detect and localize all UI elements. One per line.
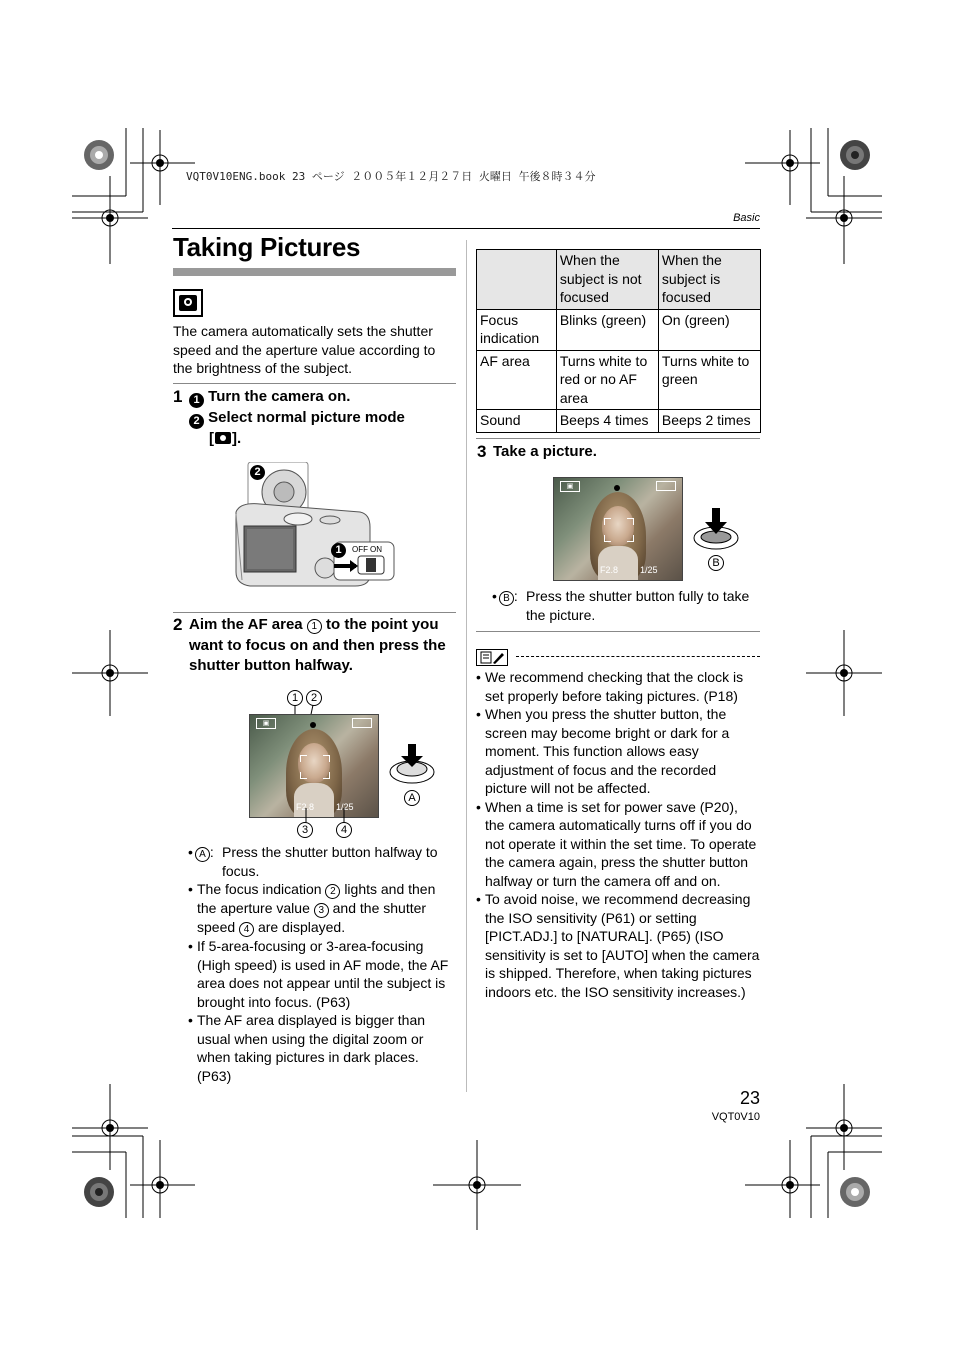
shutter-button-full-icon xyxy=(690,508,742,552)
focus-status-table xyxy=(476,249,761,433)
divider xyxy=(173,383,456,384)
callout-b: B xyxy=(708,554,724,571)
step-1a-text: Turn the camera on. xyxy=(208,388,351,405)
callout-4: 4 xyxy=(336,821,352,838)
table-row: AF area Turns white to red or no AF area Turns white to green xyxy=(477,350,761,410)
step-1a-mark: 1 xyxy=(189,393,204,408)
model-code: VQT0V10 xyxy=(711,1111,760,1123)
step-number: 2 xyxy=(173,615,183,634)
shutter-speed-value: 1/25 xyxy=(640,565,658,575)
shutter-button-half-icon xyxy=(386,742,438,786)
column-divider xyxy=(466,240,467,1092)
list-item: • B : Press the shutter button fully to take the picture. xyxy=(492,588,750,623)
list-item: • The AF area displayed is bigger than usual when using the digital zoom or when taking pictures in dark places. (P63) xyxy=(188,1011,456,1085)
step-2-key-list xyxy=(188,843,456,880)
focus-indication-dot xyxy=(310,722,316,728)
title-underline xyxy=(173,268,456,276)
list-item: • When you press the shutter button, the screen may become bright or dark for a moment. This function allows easy adjustment of focus and the recorded picture will not be affected. xyxy=(476,705,760,798)
mode-osd-icon: ▣ xyxy=(560,481,580,492)
shutter-speed-value: 1/25 xyxy=(336,802,354,812)
list-item: • If 5-area-focusing or 3-area-focusing (High speed) is used in AF mode, the AF area does not appear until the subject is brought into focus. (P63) xyxy=(188,937,456,1011)
step-number: 1 xyxy=(173,387,183,406)
figure-mark-1: 1 xyxy=(331,543,346,558)
step-1b-bracket-open: [ xyxy=(209,430,214,447)
switch-on-label: ON xyxy=(370,545,382,554)
callout-2: 2 xyxy=(306,689,322,706)
notes-list xyxy=(476,668,760,1001)
divider xyxy=(173,612,456,613)
af-area-frame xyxy=(300,755,330,779)
callout-3: 3 xyxy=(297,821,313,838)
battery-icon xyxy=(656,481,676,491)
divider xyxy=(476,438,760,439)
divider xyxy=(476,631,760,632)
lcd-preview-full-press xyxy=(553,477,683,581)
battery-icon xyxy=(352,718,372,728)
print-header: VQT0V10ENG.book 23 ページ ２００５年１２月２７日 火曜日 午後８時３４分 xyxy=(186,170,596,183)
step-1b-mark: 2 xyxy=(189,414,204,429)
step-2-text-b: to the point you want to focus on and then press the shutter button halfway. xyxy=(189,616,446,674)
step-2-mark: 1 xyxy=(307,619,322,634)
list-item: • We recommend checking that the clock is set properly before taking pictures. (P18) xyxy=(476,668,760,705)
table-row: Sound Beeps 4 times Beeps 2 times xyxy=(477,410,761,433)
camera-illustration xyxy=(230,462,400,602)
camera-mode-icon xyxy=(173,289,203,317)
intro-text: The camera automatically sets the shutter speed and the aperture value according to the brightness of the subject. xyxy=(173,323,436,376)
callout-a: A xyxy=(404,789,420,806)
list-item: • When a time is set for power save (P20), the camera automatically turns off if you do not operate it within the set time. To operate the camera again, press the shutter button halfway or turn the camera off and on. xyxy=(476,798,760,891)
callout-1: 1 xyxy=(287,689,303,706)
top-rule xyxy=(172,228,760,229)
step-1b-text: Select normal picture mode xyxy=(208,409,405,426)
focus-indication-dot xyxy=(614,485,620,491)
switch-off-label: OFF xyxy=(352,545,368,554)
step-2-text-a: Aim the AF area xyxy=(189,616,303,633)
page-title: Taking Pictures xyxy=(173,232,361,262)
note-dash-line xyxy=(516,656,760,658)
step-3-key-list xyxy=(492,587,760,624)
aperture-value: F2.8 xyxy=(296,802,315,812)
step-2-bullets xyxy=(188,880,456,1085)
list-item: • To avoid noise, we recommend decreasing the ISO sensitivity (P61) or setting [PICT.ADJ.] to [NATURAL]. (P65) (ISO sensitivity is set to [AUTO] when the camera is shipped. Therefore, when taking pictures indoors etc. the ISO sensitivity increases.) xyxy=(476,890,760,1001)
camera-mode-icon xyxy=(215,432,231,444)
note-icon xyxy=(476,649,508,666)
figure-mark-2: 2 xyxy=(250,465,265,480)
lcd-preview-half-press xyxy=(249,714,379,818)
section-label: Basic xyxy=(733,212,760,224)
step-1b-bracket-close: ]. xyxy=(232,430,242,447)
table-row: Focus indication Blinks (green) On (green) xyxy=(477,309,761,350)
page-number: 23 xyxy=(739,1088,760,1108)
list-item: • A : Press the shutter button halfway to focus. xyxy=(188,844,438,879)
list-item: • The focus indication 2 lights and then the aperture value 3 and the shutter speed 4 are displayed. xyxy=(188,880,456,937)
table-header-row: When the subject is not focused When the subject is focused xyxy=(477,250,761,310)
step-3-text: Take a picture. xyxy=(493,443,597,460)
aperture-value: F2.8 xyxy=(600,565,619,575)
af-area-frame xyxy=(604,518,634,542)
mode-osd-icon: ▣ xyxy=(256,718,276,729)
step-number: 3 xyxy=(477,442,487,461)
